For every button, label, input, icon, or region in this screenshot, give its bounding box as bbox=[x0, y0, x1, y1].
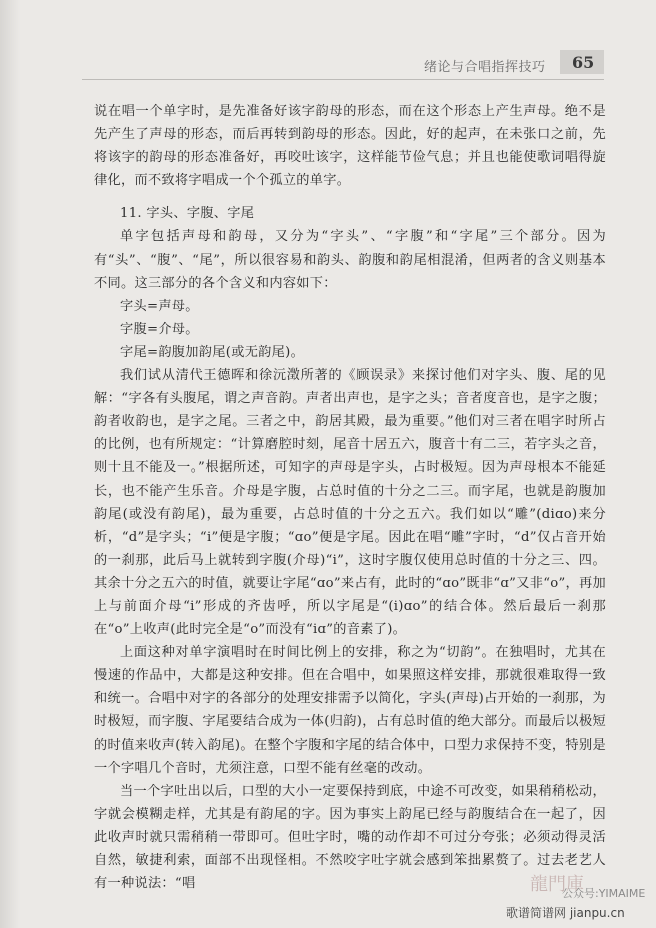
watermark-logo: 龍門庫 bbox=[530, 874, 584, 895]
definition-tail: 字尾=韵腹加韵尾(或无韵尾)。 bbox=[120, 344, 305, 360]
definition-belly: 字腹=介母。 bbox=[120, 321, 199, 337]
paragraph-2: 单字包括声母和韵母，又分为“字头”、“字腹”和“字尾”三个部分。因为有“头”、“腹”、“尾”，所以很容易和韵头、韵腹和韵尾相混淆，但两者的含义则基本不同。这三部分的各个含义和内容如下： bbox=[94, 229, 606, 291]
page-header bbox=[0, 50, 656, 80]
page-gutter-shadow bbox=[0, 0, 20, 928]
paragraph-1: 说在唱一个单字时，是先准备好该字韵母的形态，而在这个形态上产生声母。绝不是先产生了声母的形态，而后再转到韵母的形态。因此，好的起声，在未张口之前，先将该字的韵母的形态准备好，再咬吐该字，这样能节俭气息；并且也能使歌词唱得旋律化，而不致将字唱成一个个孤立的单字。 bbox=[94, 104, 606, 189]
watermark-site: 歌谱简谱网 jianpu.cn bbox=[506, 906, 625, 920]
paragraph-4: 上面这种对单字演唱时在时间比例上的安排，称之为“切韵”。在独唱时，尤其在慢速的作品中，大都是这种安排。但在合唱中，如果照这样安排，那就很难取得一致和统一。合唱中对字的各部分的处理安排需予以简化，字头(声母)占开始的一刹那，为时极短，而字腹、字尾要结合成为一体(归韵)，占有总时值的绝大部分。而最后以极短的时值来收声(转入韵尾)。在整个字腹和字尾的结合体中，口型力求保持不变，特别是一个字唱几个音时，尤须注意，口型不能有丝毫的改动。 bbox=[94, 645, 606, 776]
header-divider bbox=[82, 79, 604, 80]
page-number: 65 bbox=[572, 53, 595, 72]
section-heading: 11. 字头、字腹、字尾 bbox=[120, 206, 255, 222]
running-title: 绪论与合唱指挥技巧 bbox=[424, 60, 546, 75]
body-text bbox=[94, 100, 606, 895]
definition-head: 字头=声母。 bbox=[120, 298, 199, 314]
paragraph-5: 当一个字吐出以后，口型的大小一定要保持到底，中途不可改变，如果稍稍松动，字就会模糊走样，尤其是有韵尾的字。因为事实上韵尾已经与韵腹结合在一起了，因此收声时就只需稍稍一带即可。但吐字时，嘴的动作却不可过分夸张；必须动得灵活自然，敏捷利索，面部不出现怪相。不然咬字吐字就会感到笨拙累赘了。过去老艺人有一种说法：“唱 bbox=[94, 783, 606, 892]
paragraph-3: 我们试从清代王德晖和徐沅澂所著的《顾误录》来探讨他们对字头、腹、尾的见解：“字各有头腹尾，谓之声音韵。声者出声也，是字之头；音者度音也，是字之腹；韵者收韵也，是字之尾。三者之中，韵居其殿，最为重要。”他们对三者在唱字时所占的比例，也有所规定：“计算磨腔时刻，尾音十居五六，腹音十有二三，若字头之音，则十且不能及一。”根据所述，可知字的声母是字头，占时极短。因为声母根本不能延长，也不能产生乐音。介母是字腹，占总时值的十分之二三。而字尾，也就是韵腹加韵尾(或没有韵尾)，最为重要，占总时值的十分之五六。我们如以“雕”(diɑo)来分析，“d”是字头；“i”便是字腹；“ɑo”便是字尾。因此在唱“雕”字时，“d”仅占音开始的一刹那，此后马上就转到字腹(介母)“i”，这时字腹仅使用总时值的十分之三、四。其余十分之五六的时值，就要让字尾“ɑo”来占有，此时的“ɑo”既非“ɑ”又非“o”，再加上与前面介母“i”形成的齐齿呼，所以字尾是“(i)ɑo”的结合体。然后最后一刹那在“o”上收声(此时完全是“o”而没有“iɑ”的音素了)。 bbox=[94, 368, 606, 638]
watermark-account: 公众号:YIMAIME bbox=[562, 887, 646, 900]
